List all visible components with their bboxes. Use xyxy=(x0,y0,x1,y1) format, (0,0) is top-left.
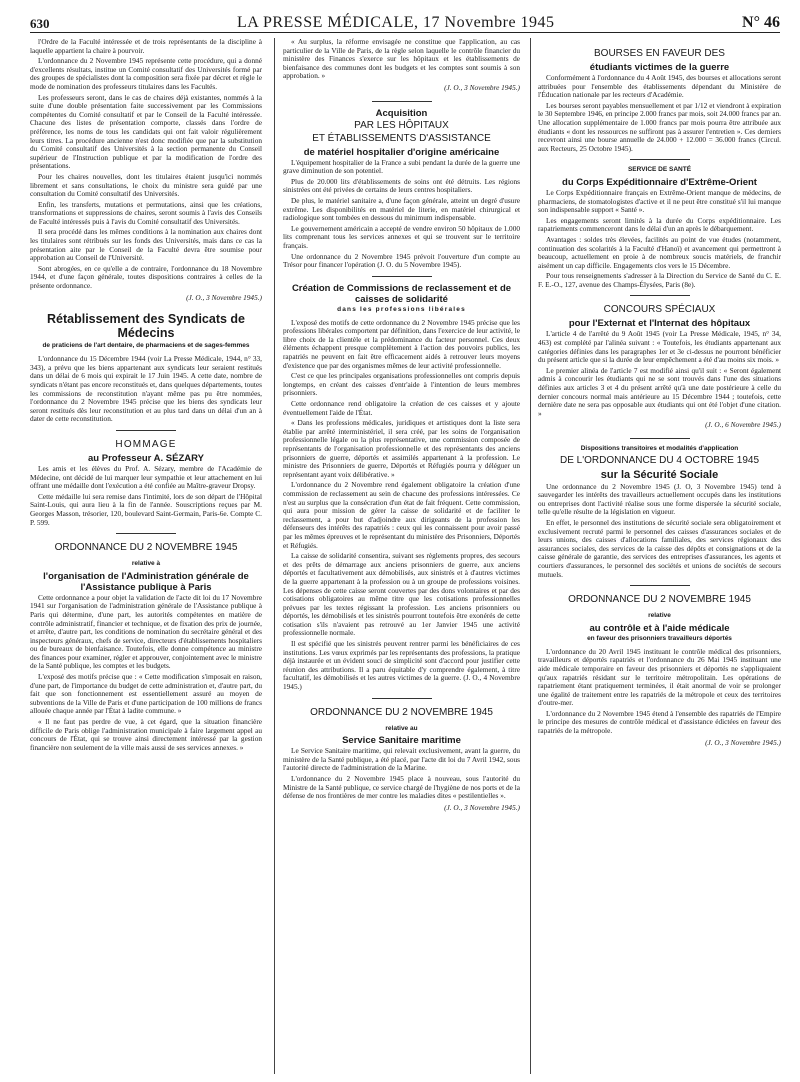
source-citation: (J. O., 3 Novembre 1945.) xyxy=(444,802,520,812)
article-title: Acquisition xyxy=(375,107,428,119)
paragraph: De plus, le matériel sanitaire a, d'une façon générale, atteint un degré d'usure extrême. Les disponibilités en matériel de literie, en matériel chirurgical et radiologique sont tombées en dessous du minimum indispensable. xyxy=(283,195,520,223)
paragraph: Le gouvernement américain a accepté de vendre environ 50 hôpitaux de 1.000 lits comprenant tous les services annexes et qui se trouvent sur le territoire français. xyxy=(283,223,520,250)
column-middle xyxy=(283,38,520,1074)
paragraph: Le Service Sanitaire maritime, qui relevait exclusivement, avant la guerre, du ministère de la Santé publique, a été placé, par l'acte dit loi du 7 Avril 1942, sous l'autorité directe de l'administration de la Marine. xyxy=(283,746,520,773)
article-title: SERVICE DE SANTÉ xyxy=(627,166,692,174)
article-subtitle: ET ÉTABLISSEMENTS D'ASSISTANCE xyxy=(312,132,491,144)
paragraph: La caisse de solidarité consentira, suivant ses règlements propres, des secours et des prêts de démarrage aux anciens prisonniers de guerre, aux anciens déportés et facultativement aux démobilisés, aux sinistrés et à d'autres victimes de la guerre appartenant à la profession ou à un groupe de professions voisines. Les dépenses de cette caisse seront couvertes par des dons volontaires et par des cotisations obligatoires au même titre que les cotisations professionnelles prévues par les textes régissant la profession. Les anciens prisonniers ou déportés, les démobilisés et les sinistrés pourront toutefois être exonérés de cette cotisation s'ils n'avaient pas retrouvé au 1er Janvier 1945 une activité professionnelle normale. xyxy=(283,551,520,638)
paragraph: Avantages : soldes très élevées, facilités au point de vue études (notamment, continuation des scolarités à la Faculté d'Hanoï) et avancement qui permettront à beaucoup, actuellement en proie à de nombreux soucis matériels, de franchir aisément un cap difficile. Engagements clos vers le 15 Décembre. xyxy=(538,234,781,270)
separator xyxy=(372,101,432,102)
paragraph: Les engagements seront limités à la durée du Corps expéditionnaire. Les rapatriements commenceront dans le délai d'un an après le débarquement. xyxy=(538,215,781,234)
paragraph: L'ordonnance du 2 Novembre 1945 étend à l'ensemble des rapatriés de l'Empire le principe des mesures de contrôle médical et d'assistance édictées en faveur des rapatriés de la métropole. xyxy=(538,708,781,736)
article-subtitle: sur la Sécurité Sociale xyxy=(600,468,719,481)
paragraph: « Dans les professions médicales, juridiques et artistiques dont la liste sera établie par arrêté interministériel, il sera créé, par les soins de l'organisation professionnelle légale ou la plus représentative, une commission composée de représentants de l'organisation professionnelle et des représentants des anciens prisonniers de guerre, déportés et assimilés appartenant à la profession. Le ministre des Prisonniers de guerre, Déportés et Réfugiés pourra y déléguer un représentant ayant voix délibérative. » xyxy=(283,418,520,479)
article-subtitle: l'organisation de l'Administration générale de l'Assistance publique à Paris xyxy=(43,570,249,593)
assistance-publique-article xyxy=(30,542,262,752)
separator xyxy=(630,438,690,439)
article-relative: relative au xyxy=(385,724,418,732)
paragraph: Les amis et les élèves du Prof. A. Sézary, membre de l'Académie de Médecine, ont décidé de lui marquer leur sympathie et leur attachement en lui offrant une médaille dont l'exécution a été confiée au Maître-graveur Dropsy. xyxy=(30,463,262,491)
separator xyxy=(116,533,176,534)
source-citation: (J. O., 3 Novembre 1945.) xyxy=(705,737,781,747)
separator xyxy=(372,276,432,277)
article-subtitle: du Corps Expéditionnaire d'Extrême-Orient xyxy=(562,176,757,188)
article-pretitle: Dispositions transitoires et modalités d'application xyxy=(580,445,739,452)
article-subtitle: étudiants victimes de la guerre xyxy=(589,62,730,73)
paragraph: L'exposé des motifs de cette ordonnance du 2 Novembre 1945 précise que les professions libérales comportent par définition, dans l'exercice de leur activité, le libre choix de la clientèle et la prédominance du facteur personnel. Ces deux éléments échappent presque complètement à l'action des pouvoirs publics, les rapatriés ne peuvent en fait être efficacement aidés à retrouver leurs moyens d'existence que par des organismes mêmes de leur activité professionnelle. xyxy=(283,317,520,370)
bourses-article xyxy=(538,48,781,153)
paragraph: Les professeurs seront, dans le cas de chaires déjà existantes, nommés à la suite d'une double présentation faite successivement par les Commissions compétentes du Comité consultatif et par le Conseil de la Faculté intéressée. Chacune des listes de présentation comporte, classés dans l'ordre de préférence, les noms de tous les candidats qui ont fait valoir régulièrement leurs titres. La procédure ancienne n'est donc modifiée que par la substitution du Comité consultatif des Universités à la section permanente du Conseil supérieur de l'Instruction publique et par la modification de l'ordre des présentations. xyxy=(30,92,262,171)
paragraph: l'Ordre de la Faculté intéressée et de trois représentants de la discipline à laquelle appartient la chaire à pourvoir. xyxy=(30,38,262,55)
paragraph: L'ordonnance du 2 Novembre rend également obligatoire la création d'une commission de reclassement au sein de chacune des professions intéressées. Ce n'est au surplus que la consécration d'un état de fait fréquent. Cette commission, qui aura pour mission de gérer la caisse de solidarité et de faciliter le reclassement, a pour but d'adjoindre aux dirigeants de la profession les défenseurs des intérêts des rapatriés : ceux qui les connaissent pour avoir passé par les mêmes épreuves et le représentant du ministère des Prisonniers, Déportés et Réfugiés. xyxy=(283,480,520,550)
article-subtitle: de praticiens de l'art dentaire, de pharmaciens et de sages-femmes xyxy=(42,342,250,350)
article-subtitle-small: en faveur des prisonniers travailleurs déportés xyxy=(587,634,732,642)
paragraph: L'ordonnance du 2 Novembre 1945 place à nouveau, sous l'autorité du Ministre de la Santé publique, ce service chargé de l'hygiène de nos ports et de la défense de nos frontières de mer contre les maladies dites « pestilentielles ». xyxy=(283,774,520,801)
article-subtitle: de matériel hospitalier d'origine américaine xyxy=(303,146,500,158)
paragraph: Cette ordonnance rend obligatoire la création de ces caisses et y ajoute éventuellement l'aide de l'État. xyxy=(283,399,520,417)
paragraph: Pour tous renseignements s'adresser à la Direction du Service de Santé du C. E. F. E.-O., 127, avenue des Champs-Élysées, Paris (8e). xyxy=(538,271,781,289)
sanitaire-maritime-article xyxy=(283,707,520,813)
article-title: Création de Commissions de reclassement et de caisses de solidarité xyxy=(291,282,512,305)
separator xyxy=(630,585,690,586)
paragraph: L'exposé des motifs précise que : « Cette modification s'imposait en raison, d'une part, de l'importance du budget de cette administration et, d'autre part, du fait que son fonctionnement est essentiellement assuré au moyen de subventions de la Ville de Paris et d'une participation de 100 millions de francs allouée chaque année par l'État à ladite commune. » xyxy=(30,672,262,716)
paragraph: L'ordonnance du 2 Novembre 1945 représente cette procédure, qui a donné d'excellents résultats, institue un Comité consultatif des Universités formé par des groupes de spécialistes dont la composition sera fixée par décret et règle le mode de nomination des professeurs titulaires dans les Facultés. xyxy=(30,56,262,91)
paragraph: Pour les chaires nouvelles, dont les titulaires étaient jusqu'ici nommés librement et sans consultations, le choix du ministre sera guidé par une consultation du Comité consultatif des Universités. xyxy=(30,171,262,199)
paragraph: Enfin, les transferts, mutations et permutations, ainsi que les créations, transformations et suppressions de chaires, seront soumis à l'avis des Conseils de Faculté intéressés puis à l'avis du Comité consultatif des Universités. xyxy=(30,199,262,226)
article-title: HOMMAGE xyxy=(115,438,177,450)
column-divider xyxy=(530,38,531,1074)
column-right xyxy=(538,38,781,1074)
article-title: BOURSES EN FAVEUR DES xyxy=(594,48,725,59)
intro-article xyxy=(30,38,262,302)
masthead xyxy=(30,6,780,33)
article-subtitle: Service Sanitaire maritime xyxy=(342,735,461,747)
paragraph: Sont abrogées, en ce qu'elle a de contraire, l'ordonnance du 18 Novembre 1944, et d'une façon générale, toutes dispositions contraires à celles de la présente ordonnance. xyxy=(30,263,262,291)
article-title: ORDONNANCE DU 2 NOVEMBRE 1945 xyxy=(54,542,238,554)
article-relative: relative xyxy=(648,612,671,620)
source-citation: (J. O., 3 Novembre 1945.) xyxy=(444,82,520,92)
page-number: 630 xyxy=(30,16,50,31)
source-citation: (J. O., 6 Novembre 1945.) xyxy=(705,420,781,430)
continued-article xyxy=(283,38,520,93)
source-citation: (J. O., 3 Novembre 1945.) xyxy=(186,292,262,302)
separator xyxy=(630,295,690,296)
paragraph: « Il ne faut pas perdre de vue, à cet égard, que la situation financière difficile de Paris oblige l'administration municipale à faire largement appel au concours de l'État, qui se trouve ainsi directement intéressé par la gestion financière non seulement de la ville mais aussi de ses services annexes. » xyxy=(30,717,262,752)
paragraph: Les bourses seront payables mensuellement et par 1/12 et viendront à expiration le 30 Septembre 1946, en principe 2.000 francs par mois, soit 24.000 francs par an. Une allocation supplémentaire de 1.000 francs par mois pourra être attribuée aux étudiants « dont les ressources ne suffiront pas à assurer l'entretien ». Ces derniers recevront ainsi une bourse annuelle de 24.000 + 12.000 = 36.000 francs (Circul. aux Recteurs, 25 Octobre 1945). xyxy=(538,100,781,153)
paragraph: Conformément à l'ordonnance du 4 Août 1945, des bourses et allocations seront attribuées pour l'ensemble des établissements dépendant du Ministère de l'Éducation nationale par les recteurs d'Académie. xyxy=(538,73,781,100)
journal-title: LA PRESSE MÉDICALE, 17 Novembre 1945 xyxy=(237,14,555,31)
concours-article xyxy=(538,304,781,430)
creation-commissions-article xyxy=(283,283,520,692)
service-sante-article xyxy=(538,166,781,289)
paragraph: L'ordonnance du 15 Décembre 1944 (voir La Presse Médicale, 1944, n° 33, 343), a prévu que les biens appartenant aux syndicats leur seraient restitués dans un délai de 6 mois qui expirait le 17 Juin 1945. A cette date, nombre de syndicats n'étant pas encore reconstitués et, dans quelques départements, toutes les commissions de reconstitution n'ayant même pas pu être nommées, l'ordonnance du 2 Novembre 1945 précise que les biens des syndicats leur seront restitués dès leur reconstitution et au plus tard dans un délai d'un an à dater de cette reconstitution. xyxy=(30,354,262,424)
paragraph: Cette médaille lui sera remise dans l'intimité, lors de son départ de l'Hôpital Saint-Louis, qui aura lieu à la fin de l'année. Souscriptions reçues par M. Georges Masson, trésorier, 120, boulevard Saint-Germain, Paris-6e. Compte C. P. 599. xyxy=(30,491,262,527)
article-subtitle: PAR LES HÔPITAUX xyxy=(354,119,449,131)
hommage-article xyxy=(30,439,262,527)
controle-medical-article xyxy=(538,594,781,747)
article-title: ORDONNANCE DU 2 NOVEMBRE 1945 xyxy=(568,594,751,606)
separator xyxy=(630,159,690,160)
article-subtitle: pour l'Externat et l'Internat des hôpitaux xyxy=(568,318,751,330)
paragraph: Le Corps Expéditionnaire français en Extrême-Orient manque de médecins, de pharmaciens, de stomatologistes d'active et il ne peut être constitué s'il lui manque son indispensable support « Santé ». xyxy=(538,187,781,215)
article-title: Rétablissement des Syndicats de Médecins xyxy=(47,312,245,341)
paragraph: Il est spécifié que les sinistrés peuvent rentrer parmi les bénéficiaires de ces institutions. Les vœux exprimés par les représentants des professions, la pratique déjà instaurée et un évident souci de simplicité sont d'accord pour justifier cette réunion des attributions. Il a paru équitable d'y comprendre également, à titre facultatif, les démobilisés et les autres victimes de la guerre. (J. O., 4 Novembre 1945.) xyxy=(283,639,520,692)
paragraph: L'article 4 de l'arrêté du 9 Août 1945 (voir La Presse Médicale, 1945, n° 34, 463) est complété par l'alinéa suivant : « Toutefois, les étudiants appartenant aux catégories définies dans les paragraphes 1er et 3e ci-dessus ne pourront bénéficier du présent article que si la durée de leur empêchement a été d'au moins six mois. » xyxy=(538,329,781,365)
article-relative: relative à xyxy=(131,560,161,568)
paragraph: Le premier alinéa de l'article 7 est modifié ainsi qu'il suit : « Seront également admis à concourir les étudiants qui ne se sont trouvés dans l'une des situations définies aux articles 3 et 4 du présent arrêté qu'à une date postérieure à celle du dernier concours normal mais antérieure au 15 Décembre 1944 ; toutefois, cette dernière date ne sera pas opposable aux étudiants qui ont été l'objet d'une citation. » xyxy=(538,365,781,418)
article-subtitle: au Professeur A. SÉZARY xyxy=(88,452,204,464)
paragraph: L'équipement hospitalier de la France a subi pendant la durée de la guerre une grave diminution de son potentiel. xyxy=(283,157,520,176)
paragraph: « Au surplus, la réforme envisagée ne constitue que l'application, au cas particulier de la Ville de Paris, de la règle selon laquelle le contrôle financier du ministère des Finances s'exerce sur les hôpitaux et les établissements de bienfaisance des communes dont les budgets et les comptes sont soumis à son approbation. » xyxy=(283,38,520,81)
separator xyxy=(372,698,432,699)
paragraph: Cette ordonnance a pour objet la validation de l'acte dit loi du 17 Novembre 1941 sur l'organisation de l'administration générale de l'Assistance publique à Paris qui détermine, d'une part, les autorités compétentes en matière de contrôle administratif, financier et technique, et de fixation des prix de journée, et arrête, d'autre part, les conditions de nomination du secrétaire général et des inspecteurs généraux, chefs de service, directeurs d'établissements hospitaliers ou de bureaux de bienfaisance. Toutefois, elle donne compétence au ministre des finances pour examiner, régler et approuver, conjointement avec le ministre de la Santé publique, les comptes et les budgets. xyxy=(30,592,262,671)
article-title: ORDONNANCE DU 2 NOVEMBRE 1945 xyxy=(310,706,493,718)
paragraph: Plus de 20.000 lits d'établissements de soins ont été détruits. Les régions sinistrées ont été privées de certains de leurs centres hospitaliers. xyxy=(283,176,520,195)
article-title: CONCOURS SPÉCIAUX xyxy=(603,304,716,316)
syndicats-article xyxy=(30,312,262,424)
paragraph: Il sera procédé dans les mêmes conditions à la nomination aux chaires dont les titulaires sont rétribués sur les fonds des Universités, mais dans ce cas la présentation aite par le Conseil de la Faculté devra être soumise pour approbation au Conseil de l'Université. xyxy=(30,227,262,263)
paragraph: En effet, le personnel des institutions de sécurité sociale sera obligatoirement et exclusivement recruté parmi le personnel des caisses d'assurances sociales et de leurs unions, des caisses d'allocations familiales, des services régionaux des assurances sociales, des services de la caisse des dépôts et consignations et de la caisse générale de garantie, des services des entreprises d'assurances, les agents et courtiers d'assurances, le personnel des sociétés et unions de sociétés de secours mutuels. xyxy=(538,517,781,579)
separator xyxy=(116,430,176,431)
column-left xyxy=(30,38,262,1074)
article-title: DE L'ORDONNANCE DU 4 OCTOBRE 1945 xyxy=(560,454,759,466)
paragraph: L'ordonnance du 20 Avril 1945 instituant le contrôle médical des prisonniers, travailleurs et déportés rapatriés et l'ordonnance du 26 Mai 1945 instituant une aide médicale temporaire en faveur des prisonniers et déportés ne s'appliquaient qu'aux rapatriés résidant sur le territoire métropolitain. Les opérations de rapatriement étant pratiquement terminées, il était anormal de voir se prolonger une égalité de traitement entre les rapatriés de la métropole et ceux des territoires d'outre-mer. xyxy=(538,646,781,708)
column-divider xyxy=(274,38,275,1074)
article-subtitle: au contrôle et à l'aide médicale xyxy=(589,622,730,634)
acquisition-article xyxy=(283,108,520,270)
issue-number: N° 46 xyxy=(742,14,780,31)
paragraph: Une ordonnance du 2 Novembre 1945 (J. O, 3 Novembre 1945) tend à sauvegarder les intérêts des travailleurs actuellement occupés dans les institutions ou entreprises dont l'activité réalise sous une forme dispersée la sécurité sociale, telle qu'elle résulte de la législation en vigueur. xyxy=(538,481,781,517)
paragraph: Une ordonnance du 2 Novembre 1945 prévoit l'ouverture d'un compte au Trésor pour financer l'opération (J. O. du 5 Novembre 1945). xyxy=(283,251,520,270)
article-subtitle: dans les professions libérales xyxy=(337,305,466,313)
paragraph: C'est ce que les principales organisations professionnelles ont compris depuis longtemps, en créant des caisses d'entr'aide à l'intention de leurs membres prisonniers. xyxy=(283,371,520,398)
securite-sociale-article xyxy=(538,445,781,579)
